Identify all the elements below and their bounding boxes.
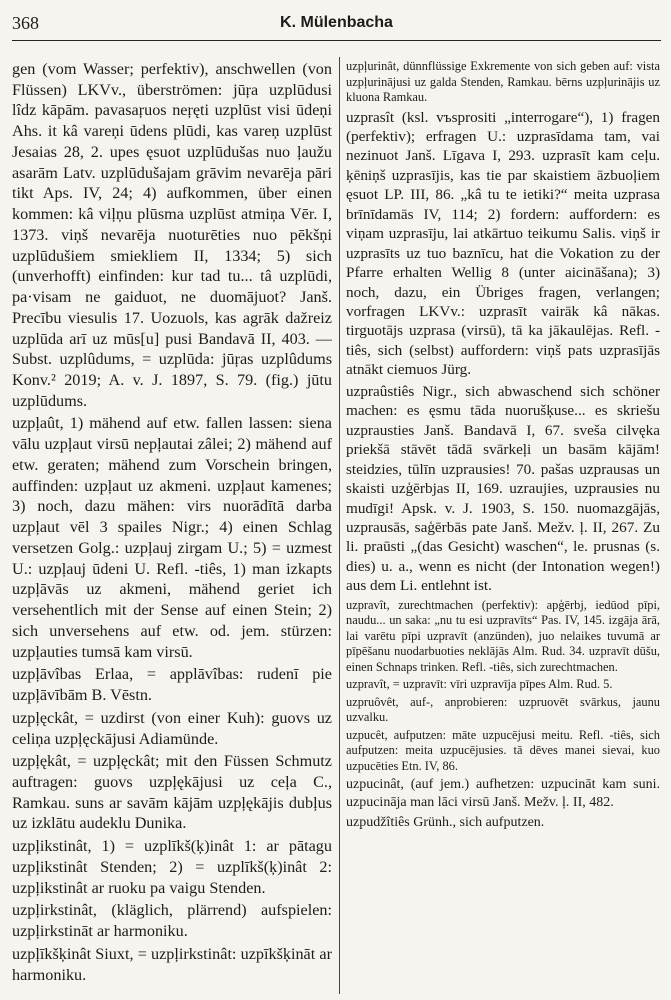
entry-uzpucet: uzpucêt, aufputzen: māte uzpucējusi meitu. Refl. -tiês, sich aufputzen: meita uzpucējusies. tā dēves manei sievai, kuo uzpucēties Etn. IV, 86. xyxy=(346,727,660,773)
entry-uzpuditis: uzpudžîtiês Grünh., sich aufputzen. xyxy=(346,815,545,831)
entry-uzplaut: uzpļaût, 1) mähend auf etw. fallen lassen: siena vālu uzpļaut virsū nepļautai zâlei; 2) mähend auf etw. geraten; mähend zum Vorschein bringen, auffinden: uzpļaut uz akmeni. uzpļaut kamenes; 3) noch, dazu mähen: virs nuorādītā darba uzpļaut vēl 3 spailes Nigr.; 4) einen Schlag versetzen Golg.: uzpļauj zirgam U.; 5) = uzmest U.: uzpļauj ūdeni U. Refl. -tiês, 1) man izkapts uzpļāvās uz akmeni, mähend geriet ich versehentlich mit der Sense auf einen Stein; 2) sich unversehens auf etw. od. jem. stürzen: uzpļauties tumsā kam virsū. xyxy=(12,414,332,661)
left-column xyxy=(12,59,332,987)
entry-uzplavibas: uzpļāvîbas Erlaa, = applāvîbas: rudenī pie uzpļāvībām B. Vēstn. xyxy=(12,665,332,705)
right-column xyxy=(346,59,660,834)
entry-continuation: gen (vom Wasser; perfektiv), anschwellen (von Flüssen) LKVv., überströmen: jūŗa uzplūdusi lîdz kāpām. pavasaŗuos neŗęti uzplūst visi ūdeņi Ahs. it kâ vareņi ūdens plūdi, kas vareņ uzplūst Jesaias 28, 2. upes ęsuot uzplūdušas nuo ļaužu asarām Latv. uzplūdušajam grāvim nevarēja pāri tikt Aps. IV, 24; 4) aufkommen, über einen kommen: kâ viļņu plūsma uzplūst atmiņa Vēr. I, 1373. viņš nevarēja nuoturēties nuo pēkšņi uzplūdušiem smiekliem II, 1334; 5) sich (unverhofft) einfinden: kur tad tu... tâ uzplūdi, pa·visam ne gaiduot, ne duomājuot? Janš. Precību viesulis 17. Uozuols, kas agrāk dažreiz uzplūda arī uz mūs[u] pusi Bandavā II, 403. — Subst. uzplûdums, = uzplūda: jūŗas uzplûdums Konv.² 2019; A. v. J. 1897, S. 79. (fig.) jūtu uzplūdums. xyxy=(12,60,332,410)
entry-uzplikstinat: uzpļikstinât, 1) = uzplīkš(ķ)inât 1: ar pātagu uzpļikstinât Stenden; 2) = uzplīkš(ķ)inât 2: uzpļikstinât ar ruoku pa vaigu Stenden. xyxy=(12,837,332,897)
entry-uzpravit-2: uzpravît, = uzpravīt: vīri uzpravīja pīpes Alm. Rud. 5. xyxy=(346,677,613,692)
entry-uzpraustis: uzpraûstiês Nigr., sich abwaschend sich schöner machen: es ęsmu tāda nuorušķuse... es skriešu uzprausties Janš. Bandavā I, 67. sveša cilvęka priekšā stāvēt tādā svārkeļi un basām kājām! steidzies, tūlīn uzprausies! 70. pašas uzprausas un skaisti uzģērbjas II, 169. uzraujies, uzprausies nu mudīgi! Apsk. v. J. 1903, S. 150. nuomazgājās, uzprausās, saģērbās pate Janš. Mežv. ļ. II, 267. Zu li. praūsti „(das Gesicht) waschen“, le. prusnas (s. dies) u. a., wenn es nicht (der Intonation wegen!) aus dem Li. entlehnt ist. xyxy=(346,382,660,595)
entry-uzplurinat: uzpļurinât, dünnflüssige Exkremente von sich geben auf: vista uzpļurinājusi uz galda Stenden, Ramkau. bērns uzpļurinājis uz kluona Ramkau. xyxy=(346,59,660,104)
page-number: 368 xyxy=(12,13,39,33)
entry-uzpucinat: uzpucinât, (auf jem.) aufhetzen: uzpucināt kam suni. uzpucināja man lāci virsū Janš. Mežv. ļ. II, 482. xyxy=(346,777,660,811)
entry-uzprasit: uzprasît (ksl. vъsprositi „interrogare“), 1) fragen (perfektiv); erfragen U.: uzprasīdama tam, vai nezinuot Janš. Līgava I, 293. uzprasīt kam ceļu. ķēniņš uzprasījis, kas tie par skaistiem āzbuoļiem ęsuot LP. III, 86. „kâ tu te ietiki?“ meita uzprasa brīnīdamās IV, 114; 2) fordern: auffordern: es viņam uzprasīju, lai atkārtuo teikumu Salis. viņš ir uzprasīts uz tuo baznīcu, hat die Vokation zu der Pfarre erhalten Wellig 8 (unter aicināšana); 3) noch, dazu, ein Übriges fragen, verlangen; vorfragen LKVv.: uzprasīt vairāk kâ nākas. tirguotājs uzprasa (virsū), tā ka jākaulējas. Refl. -tiês, sich (selbst) auffordern: viņš pats uzprasījās atnākt ciemuos Jürg. xyxy=(346,108,660,379)
entry-uzpravit: uzpravît, zurechtmachen (perfektiv): apģērbj, iedūod pīpi, naudu... un saka: „nu tu esi uzpravīts“ Pas. IV, 145. izgāja ārā, lai varētu pīpi uzpravīt (anzünden), juo nelaikes tuvumā ar pīpēšanu nuodarbuoties neklājās Alm. Rud. 34. uzpravīt dūšu, einen Schnaps trinken. Refl. -tiês, sich zurechtmachen. xyxy=(346,597,660,674)
page-header xyxy=(12,13,661,37)
entry-uzplirkstinat: uzpļirkstinât, (kläglich, plärrend) aufspielen: uzpļirkstināt ar harmoniku. xyxy=(12,901,332,941)
column-divider xyxy=(339,57,340,994)
running-title: K. Mülenbacha xyxy=(280,14,393,31)
entry-uzpruovet: uzpruôvêt, auf-, anprobieren: uzpruovēt svārkus, jaunu uzvalku. xyxy=(346,694,660,725)
entry-uzpliksinat: uzpļīkšķinât Siuxt, = uzpļirkstinât: uzpīkšķināt ar harmoniku. xyxy=(12,944,332,984)
header-rule xyxy=(12,40,661,41)
entry-uzpleckat: uzpļęckât, = uzdirst (von einer Kuh): guovs uz celiņa uzpļęckājusi Adiamünde. xyxy=(12,708,332,748)
entry-uzplekat: uzpļękât, = uzpļęckât; mit den Füssen Schmutz auftragen: guovs uzpļękājusi uz ceļa C., Ramkau. suns ar savām kājām uzpļękājis dubļus uz izklātu audeklu Dunika. xyxy=(12,752,332,833)
